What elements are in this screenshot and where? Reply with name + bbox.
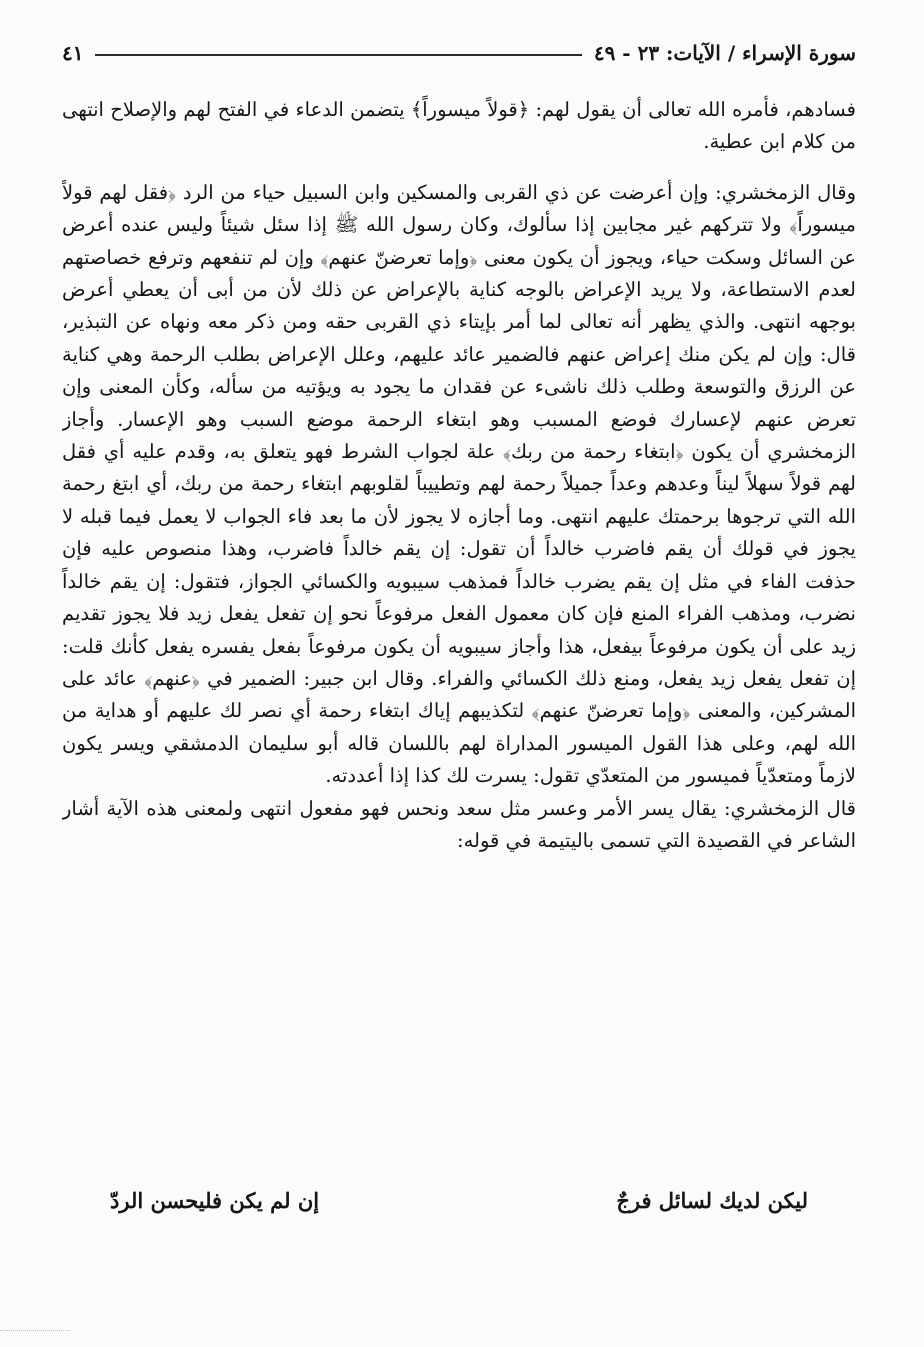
poetry-verse xyxy=(110,1188,808,1213)
body-text xyxy=(62,94,856,857)
running-header xyxy=(62,36,856,70)
paragraph-2: وقال الزمخشري: وإن أعرضت عن ذي القربى والمسكين وابن السبيل حياء من الرد ﴿فقل لهم قولاً ميسوراً﴾ ولا تتركهم غير مجابين إذا سألوك، وكان رسول الله ﷺ إذا سئل شيئاً وليس عنده أعرض عن السائل وسكت حياء، ويجوز أن يكون معنى ﴿وإما تعرضنّ عنهم﴾ وإن لم تنفعهم وترفع خصاصتهم لعدم الاستطاعة، ولا يريد الإعراض بالوجه كناية بالإعراض عن ذلك لأن من أبى أن يعطي أعرض بوجهه انتهى. والذي يظهر أنه تعالى لما أمر بإيتاء ذي القربى حقه ومن ذكر معه ونهاه عن التبذير، قال: وإن لم يكن منك إعراض عنهم فالضمير عائد عليهم، وعلل الإعراض بطلب الرحمة وهي كناية عن الرزق والتوسعة وطلب ذلك ناشىء عن فقدان ما يجود به ويؤتيه من سأله، وكأن المعنى وإن تعرض عنهم لإعسارك فوضع المسبب وهو ابتغاء الرحمة موضع السبب وهو الإعسار. وأجاز الزمخشري أن يكون ﴿ابتغاء رحمة من ربك﴾ علة لجواب الشرط فهو يتعلق به، وقدم عليه أي فقل لهم قولاً سهلاً ليناً وعدهم وعداً جميلاً رحمة لهم وتطييباً لقلوبهم ابتغاء رحمة من ربك، أي ابتغ رحمة الله التي ترجوها برحمتك عليهم انتهى. وما أجازه لا يجوز لأن ما بعد فاء الجواب لا يعمل فيما قبله لا يجوز في قولك أن يقم فاضرب خالداً أن تقول: إن يقم خالداً فاضرب، وهذا منصوص عليه فإن حذفت الفاء في مثل إن يقم يضرب خالداً فمذهب سيبويه والكسائي الجواز، فتقول: إن يقم خالداً نضرب، ومذهب الفراء المنع فإن كان معمول الفعل مرفوعاً نحو إن تفعل يفعل زيد فلا يجوز تقديم زيد على أن يكون مرفوعاً بيفعل، هذا وأجاز سيبويه أن يكون مرفوعاً بفعل يفسره يفعل كأنك قلت: إن تفعل يفعل زيد يفعل، ومنع ذلك الكسائي والفراء. وقال ابن جبير: الضمير في ﴿عنهم﴾ عائد على المشركين، والمعنى ﴿وإما تعرضنّ عنهم﴾ لتكذيبهم إياك ابتغاء رحمة أي نصر لك عليهم أو هداية من الله لهم، وعلى هذا القول الميسور المداراة لهم باللسان قاله أبو سليمان الدمشقي ويسر يكون لازماً ومتعدّياً فميسور من المتعدّي تقول: يسرت لك كذا إذا أعددته. xyxy=(62,180,856,788)
paragraph-1: فسادهم، فأمره الله تعالى أن يقول لهم: ﴿قولاً ميسوراً﴾ يتضمن الدعاء في الفتح لهم والإصلاح انتهى من كلام ابن عطية. xyxy=(62,98,856,154)
paragraph-3: قال الزمخشري: يقال يسر الأمر وعسر مثل سعد ونحس فهو مفعول انتهى ولمعنى هذه الآية أشار الشاعر في القصيدة التي تسمى باليتيمة في قوله: xyxy=(62,796,856,852)
verse-first-hemistich: ليكن لديك لسائل فرجٌ xyxy=(616,1188,808,1213)
book-page xyxy=(62,28,856,1293)
scan-mark xyxy=(0,1330,70,1335)
header-rule xyxy=(95,54,581,56)
verse-second-hemistich: إن لم يكن فليحسن الردّ xyxy=(110,1188,320,1213)
page-number: ٤١ xyxy=(62,41,84,65)
header-title: سورة الإسراء / الآيات: ٢٣ - ٤٩ xyxy=(593,41,856,65)
